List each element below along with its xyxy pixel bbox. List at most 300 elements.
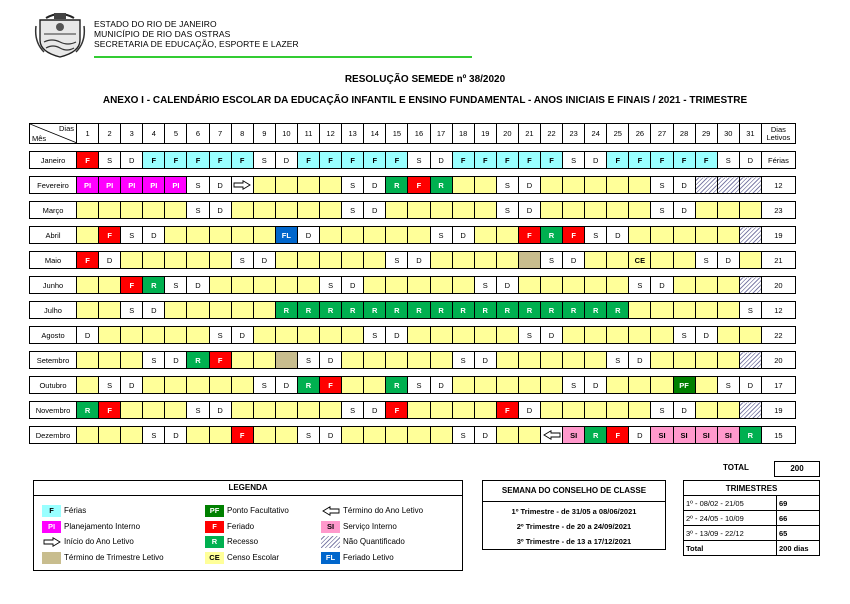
day-code: D [173, 355, 179, 365]
day-cell [121, 352, 143, 369]
day-cell [231, 327, 253, 344]
day-cell [253, 427, 275, 444]
day-code: D [504, 280, 511, 290]
day-cell [320, 152, 342, 169]
trimester-days: 66 [777, 511, 820, 526]
day-code: R [84, 405, 91, 415]
trimesters-title: TRIMESTRES [684, 481, 820, 496]
day-code: D [283, 155, 290, 165]
day-cell [651, 427, 673, 444]
row-gap-cell [30, 219, 796, 227]
day-code: R [592, 305, 599, 315]
trimester-days: 65 [777, 526, 820, 541]
day-cell [143, 402, 165, 419]
day-code: R [151, 280, 157, 290]
day-cell [739, 377, 761, 394]
day-code: S [725, 155, 731, 165]
day-cell [518, 177, 540, 194]
day-cell [607, 152, 629, 169]
day-cell [364, 202, 386, 219]
day-cell [275, 227, 297, 244]
total-label: TOTAL [723, 463, 749, 472]
row-gap-cell [30, 319, 796, 327]
month-school-days: 15 [761, 427, 795, 444]
day-cell [209, 302, 231, 319]
day-code: D [195, 280, 201, 290]
day-cell [717, 352, 739, 369]
day-code: D [261, 255, 267, 265]
day-code: D [327, 430, 334, 440]
day-code: S [615, 355, 621, 365]
day-cell [430, 152, 452, 169]
day-cell [717, 302, 739, 319]
row-gap-cell [30, 244, 796, 252]
arrow-right-icon [233, 180, 251, 190]
month-name: Abril [30, 227, 77, 244]
day-cell [165, 302, 187, 319]
day-cell [430, 277, 452, 294]
legend-swatch [205, 536, 224, 548]
day-cell [496, 427, 518, 444]
day-code: PI [172, 180, 180, 190]
row-gap-cell [30, 344, 796, 352]
day-cell [364, 352, 386, 369]
legend-swatch [42, 505, 61, 517]
day-cell [209, 252, 231, 269]
day-cell [99, 302, 121, 319]
day-cell [695, 152, 717, 169]
month-name: Agosto [30, 327, 77, 344]
day-cell [364, 277, 386, 294]
day-code: S [350, 205, 356, 215]
day-cell [673, 177, 695, 194]
day-cell [408, 152, 430, 169]
day-cell [651, 152, 673, 169]
trimester-row [684, 496, 820, 511]
day-cell [474, 427, 496, 444]
day-code: F [416, 180, 422, 190]
day-code: D [239, 330, 245, 340]
day-code: D [217, 180, 223, 190]
day-cell [187, 277, 209, 294]
day-code: D [637, 355, 643, 365]
day-cell [209, 227, 231, 244]
day-cell [386, 202, 408, 219]
day-cell [452, 202, 474, 219]
day-cell [540, 227, 562, 244]
row-gap-cell [30, 194, 796, 202]
day-cell [99, 352, 121, 369]
month-row-6 [30, 302, 796, 319]
day-cell [320, 202, 342, 219]
day-code: F [637, 155, 643, 165]
day-cell [121, 277, 143, 294]
day-cell [717, 427, 739, 444]
day-cell [430, 352, 452, 369]
arrow-left-icon [322, 506, 340, 516]
month-name: Novembro [30, 402, 77, 419]
day-cell [518, 277, 540, 294]
day-code: S [482, 280, 488, 290]
day-cell [231, 402, 253, 419]
day-code: PF [679, 380, 689, 390]
day-cell [121, 202, 143, 219]
day-number-header: 17 [430, 124, 452, 144]
month-name: Junho [30, 277, 77, 294]
day-cell [717, 227, 739, 244]
day-number-header: 8 [231, 124, 253, 144]
day-code: D [327, 355, 334, 365]
day-cell [165, 152, 187, 169]
month-row-2 [30, 202, 796, 219]
day-code: S [129, 305, 135, 315]
day-cell [673, 227, 695, 244]
day-cell [430, 302, 452, 319]
month-row-0 [30, 152, 796, 169]
day-cell [585, 302, 607, 319]
day-cell [629, 402, 651, 419]
day-cell [695, 227, 717, 244]
day-number-header: 26 [629, 124, 651, 144]
day-cell [452, 427, 474, 444]
row-gap-cell [30, 294, 796, 302]
legend-swatch [205, 521, 224, 533]
day-number-header: 19 [474, 124, 496, 144]
day-code: F [85, 155, 90, 165]
day-code: D [548, 330, 555, 340]
day-cell [275, 352, 297, 369]
trimester-label: 2º - 24/05 - 10/09 [684, 511, 777, 526]
day-cell [320, 427, 342, 444]
day-cell [496, 352, 518, 369]
trimesters-box [683, 480, 820, 562]
day-number-header: 24 [585, 124, 607, 144]
day-cell [77, 327, 99, 344]
day-code: SI [724, 430, 732, 440]
day-code: F [681, 155, 687, 165]
day-cell [607, 377, 629, 394]
day-cell [386, 227, 408, 244]
day-cell [739, 327, 761, 344]
class-council-title: SEMANA DO CONSELHO DE CLASSE [483, 481, 665, 502]
legend-code: PI [47, 521, 56, 531]
day-cell [717, 377, 739, 394]
day-code: F [107, 405, 112, 415]
day-cell [297, 377, 319, 394]
calendar-subtitle: ANEXO I - CALENDÁRIO ESCOLAR DA EDUCAÇÃO INFANTIL E ENSINO FUNDAMENTAL - ANOS INICIAIS E FINAIS / 2021 - TRIMESTRE [102, 95, 748, 106]
day-code: R [548, 230, 555, 240]
day-cell [496, 402, 518, 419]
day-cell [739, 402, 761, 419]
day-code: F [394, 155, 400, 165]
day-code: D [372, 405, 378, 415]
day-cell [695, 402, 717, 419]
legend-label: Início do Ano Letivo [64, 537, 134, 546]
day-cell [452, 277, 474, 294]
day-cell [651, 302, 673, 319]
day-cell [540, 327, 562, 344]
day-cell [99, 152, 121, 169]
day-cell [607, 352, 629, 369]
day-cell [320, 327, 342, 344]
day-cell [386, 252, 408, 269]
day-cell [695, 252, 717, 269]
row-gap [30, 244, 796, 252]
legend-label: Férias [64, 506, 87, 515]
legend-swatch [42, 521, 61, 533]
day-cell [209, 202, 231, 219]
month-name: Fevereiro [30, 177, 77, 194]
day-cell [297, 227, 319, 244]
day-cell [430, 377, 452, 394]
day-cell [231, 177, 253, 194]
day-code: S [593, 230, 599, 240]
day-cell [275, 377, 297, 394]
day-cell [297, 152, 319, 169]
day-cell [496, 152, 518, 169]
day-cell [673, 252, 695, 269]
day-cell [430, 227, 452, 244]
day-cell [408, 377, 430, 394]
day-number-header: 14 [364, 124, 386, 144]
legend-code: CE [209, 552, 220, 562]
day-cell [452, 302, 474, 319]
day-cell [695, 427, 717, 444]
day-cell [297, 352, 319, 369]
day-cell [99, 177, 121, 194]
day-code: F [173, 155, 179, 165]
month-school-days: 12 [761, 177, 795, 194]
day-cell [474, 152, 496, 169]
day-cell [231, 427, 253, 444]
day-cell [563, 252, 585, 269]
day-cell [143, 352, 165, 369]
day-cell [695, 202, 717, 219]
day-cell [77, 402, 99, 419]
day-cell [253, 177, 275, 194]
month-school-days: 20 [761, 352, 795, 369]
month-school-days: 21 [761, 252, 795, 269]
day-number-header: 31 [739, 124, 761, 144]
legend-label: Planejamento Interno [64, 521, 141, 531]
day-code: D [570, 255, 577, 265]
day-cell [275, 252, 297, 269]
day-cell [275, 427, 297, 444]
day-cell [629, 202, 651, 219]
day-cell [430, 177, 452, 194]
day-code: D [349, 280, 356, 290]
day-code: D [106, 255, 113, 265]
day-code: R [283, 305, 290, 315]
day-cell [739, 202, 761, 219]
day-code: D [129, 380, 135, 390]
day-cell [452, 177, 474, 194]
legend-label: Término de Trimestre Letivo [64, 552, 164, 562]
legend-label: Feriado [227, 521, 255, 531]
day-cell [474, 202, 496, 219]
month-row-7 [30, 327, 796, 344]
month-row-4 [30, 252, 796, 269]
month-school-days: 19 [761, 227, 795, 244]
legend-swatch [205, 505, 224, 517]
day-cell [297, 427, 319, 444]
day-cell [717, 202, 739, 219]
day-cell [518, 227, 540, 244]
day-cell [386, 302, 408, 319]
day-cell [563, 427, 585, 444]
day-code: R [438, 180, 444, 190]
day-cell [496, 252, 518, 269]
day-cell [452, 252, 474, 269]
day-cell [540, 202, 562, 219]
day-code: S [129, 230, 135, 240]
day-cell [496, 227, 518, 244]
day-code: S [151, 355, 157, 365]
day-number-header: 13 [342, 124, 364, 144]
day-number-header: 30 [717, 124, 739, 144]
day-cell [563, 377, 585, 394]
day-code: D [482, 355, 488, 365]
day-code: F [129, 280, 135, 290]
day-code: D [592, 380, 599, 390]
day-code: S [305, 430, 311, 440]
day-cell [342, 177, 364, 194]
day-cell [297, 327, 319, 344]
day-cell [231, 352, 253, 369]
day-cell [518, 377, 540, 394]
day-cell [253, 302, 275, 319]
row-gap-cell [30, 394, 796, 402]
day-cell [275, 402, 297, 419]
class-council-line: 3º Trimestre - de 13 a 17/12/2021 [516, 537, 632, 546]
day-cell [563, 227, 585, 244]
day-cell [342, 352, 364, 369]
day-cell [496, 202, 518, 219]
day-code: S [217, 330, 223, 340]
day-cell [99, 377, 121, 394]
day-cell [607, 252, 629, 269]
day-cell [297, 202, 319, 219]
day-cell [187, 327, 209, 344]
day-cell [253, 152, 275, 169]
day-cell [165, 377, 187, 394]
day-cell [342, 152, 364, 169]
day-cell [231, 252, 253, 269]
day-number-header: 5 [165, 124, 187, 144]
day-cell [717, 327, 739, 344]
day-cell [408, 252, 430, 269]
day-code: S [107, 155, 113, 165]
row-gap [30, 369, 796, 377]
month-row-8 [30, 352, 796, 369]
day-code: F [107, 230, 112, 240]
day-cell [695, 327, 717, 344]
day-code: S [681, 330, 687, 340]
day-cell [518, 327, 540, 344]
day-cell [430, 402, 452, 419]
day-cell [231, 377, 253, 394]
day-cell [430, 252, 452, 269]
calendar-header-row [30, 124, 796, 144]
day-cell [253, 202, 275, 219]
day-cell [275, 327, 297, 344]
day-code: R [592, 430, 599, 440]
month-name: Março [30, 202, 77, 219]
day-cell [474, 277, 496, 294]
day-cell [364, 302, 386, 319]
day-code: D [173, 430, 179, 440]
day-cell [717, 177, 739, 194]
day-code: S [659, 405, 665, 415]
day-number-header: 16 [408, 124, 430, 144]
day-number-header: 12 [320, 124, 342, 144]
class-council-line: 2º Trimestre - de 20 a 24/09/2021 [516, 522, 632, 531]
day-code: D [615, 230, 621, 240]
day-code: SI [658, 430, 666, 440]
day-cell [143, 202, 165, 219]
day-code: F [703, 155, 709, 165]
day-cell [320, 402, 342, 419]
day-code: D [659, 280, 665, 290]
day-code: D [151, 305, 157, 315]
month-school-days: 17 [761, 377, 795, 394]
day-cell [275, 202, 297, 219]
day-cell [99, 427, 121, 444]
day-cell [474, 352, 496, 369]
day-code: R [615, 305, 621, 315]
corner-days-label: Dias [58, 124, 74, 133]
school-calendar-table [29, 123, 796, 444]
day-cell [474, 402, 496, 419]
class-council-week-box [482, 480, 666, 550]
day-code: D [129, 155, 135, 165]
day-code: SI [702, 430, 710, 440]
day-code: F [527, 155, 532, 165]
day-code: S [504, 180, 510, 190]
day-cell [673, 302, 695, 319]
day-cell [673, 202, 695, 219]
day-code: S [549, 255, 555, 265]
day-cell [607, 327, 629, 344]
day-cell [651, 402, 673, 419]
day-code: SI [680, 430, 688, 440]
day-code: D [283, 380, 290, 390]
legend-label: Censo Escolar [227, 552, 280, 562]
day-cell [342, 302, 364, 319]
day-cell [540, 402, 562, 419]
day-code: S [659, 205, 665, 215]
day-number-header: 11 [297, 124, 319, 144]
day-cell [408, 352, 430, 369]
day-cell [496, 277, 518, 294]
day-cell [607, 427, 629, 444]
day-code: PI [128, 180, 136, 190]
day-code: F [328, 380, 333, 390]
arrow-left-icon [543, 430, 561, 440]
day-cell [651, 277, 673, 294]
day-code: D [526, 180, 533, 190]
day-cell [408, 202, 430, 219]
day-cell [673, 402, 695, 419]
day-code: F [482, 155, 488, 165]
legend-swatch [321, 505, 340, 517]
month-name: Janeiro [30, 152, 77, 169]
month-row-11 [30, 427, 796, 444]
day-cell [518, 352, 540, 369]
day-code: S [305, 355, 311, 365]
day-cell [77, 377, 99, 394]
day-cell [342, 402, 364, 419]
